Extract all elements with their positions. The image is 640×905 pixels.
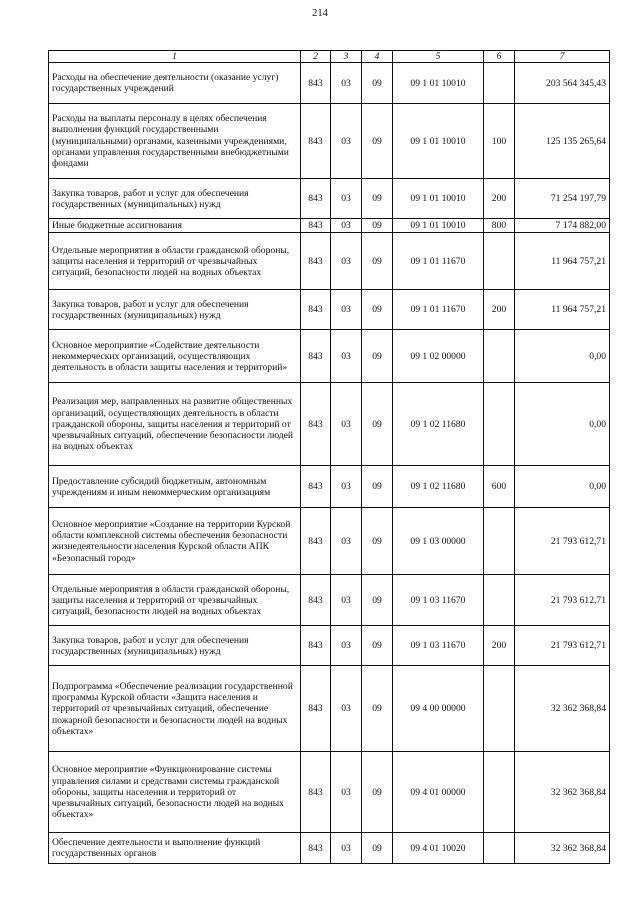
table-row <box>49 466 610 508</box>
row-target-article-cell: 09 1 03 00000 <box>393 508 484 575</box>
table-row <box>49 63 610 104</box>
row-admin-code-cell: 843 <box>301 833 331 864</box>
table-row <box>49 383 610 466</box>
row-name-cell: Основное мероприятие «Содействие деятельности некоммерческих организаций, осуществляющих деятельность в области защиты населения и территорий» <box>49 330 301 383</box>
row-name-cell: Расходы на обеспечение деятельности (оказание услуг) государственных учреждений <box>49 63 301 104</box>
row-target-article-cell: 09 4 01 00000 <box>393 752 484 833</box>
row-expense-type-cell <box>484 383 515 466</box>
row-admin-code-cell: 843 <box>301 575 331 626</box>
row-section-cell: 03 <box>331 575 362 626</box>
row-expense-type-cell: 200 <box>484 626 515 666</box>
row-section-cell: 03 <box>331 104 362 179</box>
row-target-article-cell: 09 1 01 10010 <box>393 179 484 219</box>
header-col-7: 7 <box>515 51 610 63</box>
header-col-3: 3 <box>331 51 362 63</box>
row-name-cell: Подпрограмма «Обеспечение реализации государственной программы Курской области «Защита населения и территорий от чрезвычайных ситуаций, обеспечение пожарной безопасности и безопасности людей на водных объектах» <box>49 666 301 752</box>
row-amount-cell: 21 793 612,71 <box>515 575 610 626</box>
table-row <box>49 290 610 330</box>
header-col-2: 2 <box>301 51 331 63</box>
row-subsection-cell: 09 <box>362 626 393 666</box>
row-expense-type-cell <box>484 833 515 864</box>
header-col-6: 6 <box>484 51 515 63</box>
row-section-cell: 03 <box>331 666 362 752</box>
row-expense-type-cell: 200 <box>484 290 515 330</box>
row-section-cell: 03 <box>331 233 362 290</box>
row-target-article-cell: 09 1 03 11670 <box>393 575 484 626</box>
row-amount-cell: 0,00 <box>515 466 610 508</box>
row-name-cell: Реализация мер, направленных на развитие общественных организаций, осуществляющих деятельность в области гражданской обороны, защиты населения и территорий от чрезвычайных ситуаций, обеспечение безопасности людей на водных объектах <box>49 383 301 466</box>
table-row <box>49 626 610 666</box>
row-section-cell: 03 <box>331 626 362 666</box>
row-name-cell: Отдельные мероприятия в области гражданской обороны, защиты населения и территорий от чрезвычайных ситуаций, безопасности людей на водных объектах <box>49 233 301 290</box>
table-row <box>49 666 610 752</box>
row-admin-code-cell: 843 <box>301 383 331 466</box>
row-target-article-cell: 09 1 01 11670 <box>393 233 484 290</box>
table-row <box>49 508 610 575</box>
row-admin-code-cell: 843 <box>301 290 331 330</box>
row-subsection-cell: 09 <box>362 383 393 466</box>
row-section-cell: 03 <box>331 466 362 508</box>
header-col-5: 5 <box>393 51 484 63</box>
row-admin-code-cell: 843 <box>301 666 331 752</box>
row-target-article-cell: 09 1 01 10010 <box>393 63 484 104</box>
row-expense-type-cell <box>484 330 515 383</box>
table-row <box>49 575 610 626</box>
row-target-article-cell: 09 1 02 11680 <box>393 466 484 508</box>
row-amount-cell: 11 964 757,21 <box>515 290 610 330</box>
row-admin-code-cell: 843 <box>301 508 331 575</box>
row-subsection-cell: 09 <box>362 104 393 179</box>
row-subsection-cell: 09 <box>362 752 393 833</box>
row-name-cell: Расходы на выплаты персоналу в целях обеспечения выполнения функций государственными (муниципальными) органами, казенными учреждениями, органами управления государственными внебюджетными фондами <box>49 104 301 179</box>
row-amount-cell: 0,00 <box>515 330 610 383</box>
row-expense-type-cell <box>484 575 515 626</box>
row-target-article-cell: 09 1 02 00000 <box>393 330 484 383</box>
row-name-cell: Отдельные мероприятия в области гражданской обороны, защиты населения и территорий от чрезвычайных ситуаций, безопасности людей на водных объектах <box>49 575 301 626</box>
row-subsection-cell: 09 <box>362 63 393 104</box>
row-expense-type-cell <box>484 666 515 752</box>
row-amount-cell: 21 793 612,71 <box>515 508 610 575</box>
row-target-article-cell: 09 1 03 11670 <box>393 626 484 666</box>
row-name-cell: Обеспечение деятельности и выполнение функций государственных органов <box>49 833 301 864</box>
row-expense-type-cell: 100 <box>484 104 515 179</box>
row-amount-cell: 203 564 345,43 <box>515 63 610 104</box>
row-name-cell: Закупка товаров, работ и услуг для обеспечения государственных (муниципальных) нужд <box>49 626 301 666</box>
row-amount-cell: 11 964 757,21 <box>515 233 610 290</box>
row-admin-code-cell: 843 <box>301 219 331 233</box>
row-target-article-cell: 09 1 01 10010 <box>393 104 484 179</box>
table-row <box>49 179 610 219</box>
row-target-article-cell: 09 1 02 11680 <box>393 383 484 466</box>
row-subsection-cell: 09 <box>362 219 393 233</box>
row-section-cell: 03 <box>331 383 362 466</box>
budget-table <box>48 50 610 864</box>
header-col-1: 1 <box>49 51 301 63</box>
row-amount-cell: 32 362 368,84 <box>515 666 610 752</box>
row-subsection-cell: 09 <box>362 575 393 626</box>
row-amount-cell: 125 135 265,64 <box>515 104 610 179</box>
table-row <box>49 752 610 833</box>
row-section-cell: 03 <box>331 508 362 575</box>
row-target-article-cell: 09 1 01 11670 <box>393 290 484 330</box>
row-amount-cell: 71 254 197,79 <box>515 179 610 219</box>
row-expense-type-cell <box>484 63 515 104</box>
table-row <box>49 233 610 290</box>
row-name-cell: Основное мероприятие «Функционирование системы управления силами и средствами системы гражданской обороны, защиты населения и территорий от чрезвычайных ситуаций, безопасности людей на водных объектах» <box>49 752 301 833</box>
row-admin-code-cell: 843 <box>301 330 331 383</box>
row-name-cell: Основное мероприятие «Создание на территории Курской области комплексной системы обеспечения безопасности жизнедеятельности населения Курской области АПК «Безопасный город» <box>49 508 301 575</box>
table-header-row <box>49 51 610 63</box>
row-name-cell: Закупка товаров, работ и услуг для обеспечения государственных (муниципальных) нужд <box>49 290 301 330</box>
row-subsection-cell: 09 <box>362 179 393 219</box>
row-admin-code-cell: 843 <box>301 752 331 833</box>
row-section-cell: 03 <box>331 63 362 104</box>
table-row <box>49 104 610 179</box>
row-subsection-cell: 09 <box>362 330 393 383</box>
row-subsection-cell: 09 <box>362 466 393 508</box>
row-amount-cell: 32 362 368,84 <box>515 752 610 833</box>
row-expense-type-cell <box>484 508 515 575</box>
row-expense-type-cell <box>484 752 515 833</box>
page-number: 214 <box>312 8 328 19</box>
row-subsection-cell: 09 <box>362 508 393 575</box>
row-admin-code-cell: 843 <box>301 104 331 179</box>
row-section-cell: 03 <box>331 290 362 330</box>
row-admin-code-cell: 843 <box>301 179 331 219</box>
row-subsection-cell: 09 <box>362 233 393 290</box>
row-expense-type-cell: 800 <box>484 219 515 233</box>
row-target-article-cell: 09 4 00 00000 <box>393 666 484 752</box>
row-section-cell: 03 <box>331 752 362 833</box>
row-section-cell: 03 <box>331 179 362 219</box>
row-name-cell: Закупка товаров, работ и услуг для обеспечения государственных (муниципальных) нужд <box>49 179 301 219</box>
row-admin-code-cell: 843 <box>301 466 331 508</box>
row-target-article-cell: 09 1 01 10010 <box>393 219 484 233</box>
row-subsection-cell: 09 <box>362 666 393 752</box>
row-subsection-cell: 09 <box>362 290 393 330</box>
row-admin-code-cell: 843 <box>301 626 331 666</box>
table-row <box>49 833 610 864</box>
row-admin-code-cell: 843 <box>301 233 331 290</box>
row-expense-type-cell: 600 <box>484 466 515 508</box>
row-section-cell: 03 <box>331 219 362 233</box>
row-amount-cell: 0,00 <box>515 383 610 466</box>
row-name-cell: Предоставление субсидий бюджетным, автономным учреждениям и иным некоммерческим организациям <box>49 466 301 508</box>
row-admin-code-cell: 843 <box>301 63 331 104</box>
row-expense-type-cell: 200 <box>484 179 515 219</box>
row-expense-type-cell <box>484 233 515 290</box>
table-row <box>49 330 610 383</box>
table-row <box>49 219 610 233</box>
row-subsection-cell: 09 <box>362 833 393 864</box>
row-amount-cell: 7 174 882,00 <box>515 219 610 233</box>
row-amount-cell: 32 362 368,84 <box>515 833 610 864</box>
header-col-4: 4 <box>362 51 393 63</box>
row-name-cell: Иные бюджетные ассигнования <box>49 219 301 233</box>
row-amount-cell: 21 793 612,71 <box>515 626 610 666</box>
row-section-cell: 03 <box>331 833 362 864</box>
row-target-article-cell: 09 4 01 10020 <box>393 833 484 864</box>
row-section-cell: 03 <box>331 330 362 383</box>
